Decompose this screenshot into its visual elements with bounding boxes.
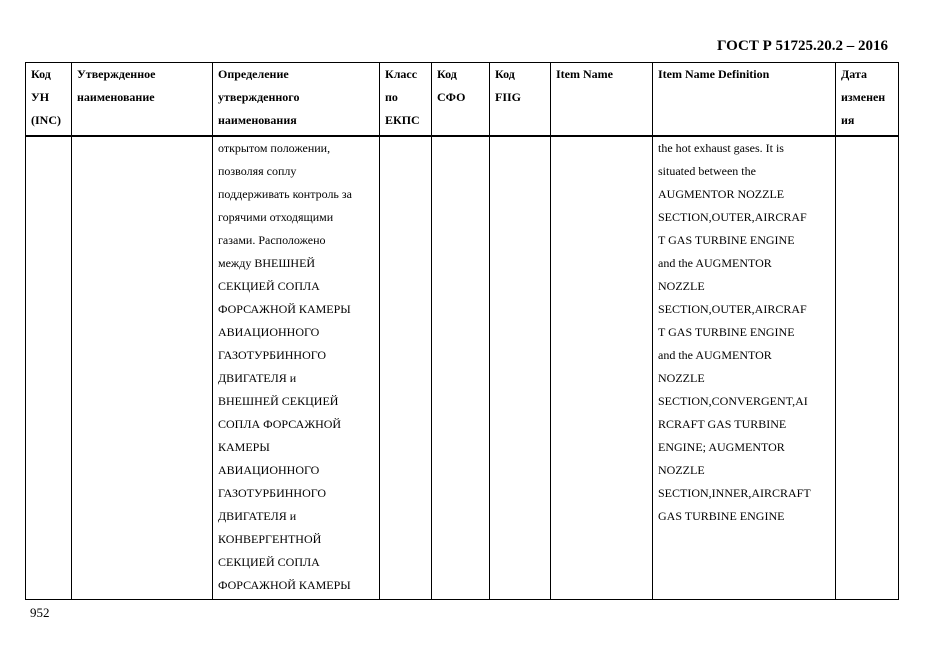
text-line: ФОРСАЖНОЙ КАМЕРЫ bbox=[218, 578, 351, 592]
text-line: ГАЗОТУРБИННОГО bbox=[218, 486, 327, 500]
column-header-definition: Определение утвержденного наименования bbox=[213, 63, 380, 137]
column-header-sfo-code: Код СФО bbox=[432, 63, 490, 137]
text-line: АВИАЦИОННОГО bbox=[218, 325, 320, 339]
text-line: GAS TURBINE ENGINE bbox=[658, 509, 785, 523]
cell-ekps-class bbox=[380, 136, 432, 600]
column-header-inc-code: Код УН (INC) bbox=[26, 63, 72, 137]
text-line: ФОРСАЖНОЙ КАМЕРЫ bbox=[218, 302, 351, 316]
text-line: NOZZLE bbox=[658, 279, 705, 293]
text-line: СОПЛА ФОРСАЖНОЙ bbox=[218, 417, 342, 431]
column-header-approved-name: Утвержденное наименование bbox=[72, 63, 213, 137]
text-line: СЕКЦИЕЙ СОПЛА bbox=[218, 555, 320, 569]
text-line: SECTION,OUTER,AIRCRAF bbox=[658, 302, 807, 316]
page-number: 952 bbox=[30, 605, 50, 620]
text-line: открытом положении, bbox=[218, 141, 331, 155]
text-line: ВНЕШНЕЙ СЕКЦИЕЙ bbox=[218, 394, 339, 408]
text-line: NOZZLE bbox=[658, 463, 705, 477]
text-line: газами. Расположено bbox=[218, 233, 326, 247]
text-line: SECTION,INNER,AIRCRAFT bbox=[658, 486, 811, 500]
cell-approved-name bbox=[72, 136, 213, 600]
cell-inc-code bbox=[26, 136, 72, 600]
text-line: T GAS TURBINE ENGINE bbox=[658, 233, 795, 247]
cell-change-date bbox=[836, 136, 899, 600]
column-header-item-name-definition: Item Name Definition bbox=[653, 63, 836, 137]
text-line: КАМЕРЫ bbox=[218, 440, 270, 454]
cell-definition-ru bbox=[213, 136, 380, 600]
text-line: SECTION,OUTER,AIRCRAF bbox=[658, 210, 807, 224]
text-line: позволяя соплу bbox=[218, 164, 297, 178]
cell-sfo-code bbox=[432, 136, 490, 600]
text-line: and the AUGMENTOR bbox=[658, 256, 772, 270]
text-line: T GAS TURBINE ENGINE bbox=[658, 325, 795, 339]
cell-fiig-code bbox=[490, 136, 551, 600]
text-line: поддерживать контроль за bbox=[218, 187, 352, 201]
text-line: SECTION,CONVERGENT,AI bbox=[658, 394, 808, 408]
cell-item-name bbox=[551, 136, 653, 600]
text-line: AUGMENTOR NOZZLE bbox=[658, 187, 785, 201]
column-header-ekps-class: Класс по ЕКПС bbox=[380, 63, 432, 137]
text-line: ГАЗОТУРБИННОГО bbox=[218, 348, 327, 362]
text-line: ДВИГАТЕЛЯ и bbox=[218, 371, 297, 385]
standard-designation: ГОСТ Р 51725.20.2 – 2016 bbox=[716, 38, 888, 54]
text-line: КОНВЕРГЕНТНОЙ bbox=[218, 532, 322, 546]
text-line: ENGINE; AUGMENTOR bbox=[658, 440, 785, 454]
text-line: situated between the bbox=[658, 164, 756, 178]
cell-item-name-definition bbox=[653, 136, 836, 600]
text-line: the hot exhaust gases. It is bbox=[658, 141, 784, 155]
column-header-fiig-code: Код FIIG bbox=[490, 63, 551, 137]
text-line: горячими отходящими bbox=[218, 210, 334, 224]
nomenclature-table bbox=[25, 62, 899, 600]
column-header-change-date: Дата изменен ия bbox=[836, 63, 899, 137]
table-header-row bbox=[26, 63, 899, 137]
text-line: NOZZLE bbox=[658, 371, 705, 385]
text-line: RCRAFT GAS TURBINE bbox=[658, 417, 787, 431]
text-line: СЕКЦИЕЙ СОПЛА bbox=[218, 279, 320, 293]
column-header-item-name: Item Name bbox=[551, 63, 653, 137]
table-row bbox=[26, 136, 899, 600]
text-line: ДВИГАТЕЛЯ и bbox=[218, 509, 297, 523]
text-line: между ВНЕШНЕЙ bbox=[218, 256, 316, 270]
text-line: АВИАЦИОННОГО bbox=[218, 463, 320, 477]
text-line: and the AUGMENTOR bbox=[658, 348, 772, 362]
